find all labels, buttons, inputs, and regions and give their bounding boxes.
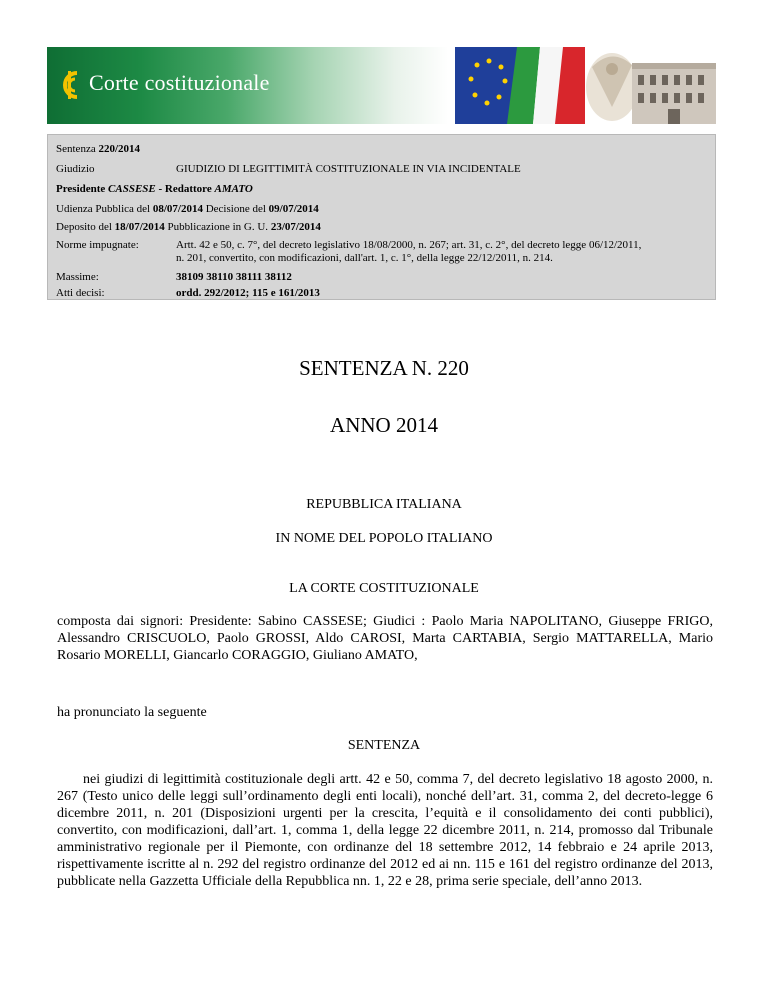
- deposito-row: [56, 221, 321, 234]
- massime-value: 38109 38110 38111 38112: [176, 271, 292, 283]
- norme-line-2: n. 201, convertito, con modificazioni, dall'art. 1, c. 1°, della legge 22/12/2011, n. 214.: [176, 252, 553, 264]
- giudizio-value: GIUDIZIO DI LEGITTIMITÀ COSTITUZIONALE IN VIA INCIDENTALE: [176, 163, 521, 175]
- court-logo-icon: [55, 67, 85, 103]
- banner-title: Corte costituzionale: [89, 70, 270, 95]
- palace-icon: [632, 57, 716, 124]
- norme-line-1: Artt. 42 e 50, c. 7°, del decreto legislativo 18/08/2000, n. 267; art. 31, c. 2°, del decreto legge 06/12/2011,: [176, 239, 642, 251]
- giudizio-label: Giudizio: [56, 163, 95, 175]
- sentenza-heading: SENTENZA N. 220: [299, 356, 469, 380]
- udienza-value: 08/07/2014: [152, 203, 203, 215]
- decisione-value: 09/07/2014: [268, 203, 319, 215]
- pubblicazione-value: 23/07/2014: [270, 221, 321, 233]
- atti-label: Atti decisi:: [56, 287, 105, 299]
- sentenza-label: Sentenza: [56, 143, 96, 155]
- sentenza-value: 220/2014: [98, 143, 141, 155]
- in-nome-heading: IN NOME DEL POPOLO ITALIANO: [275, 531, 493, 546]
- atti-value: ordd. 292/2012; 115 e 161/2013: [176, 287, 320, 299]
- main-paragraph: nei giudizi di legittimità costituzionale degli artt. 42 e 50, comma 7, del decreto legislativo 18 agosto 2000, n. 267 (Testo unico delle leggi sull’ordinamento degli enti locali), nonché dell’art. 31, comma 2, del decreto-legge 6 dicembre 2011, n. 201 (Disposizioni urgenti per la crescita, l’equità e il consolidamento dei conti pubblici), convertito, con modificazioni, dall’art. 1, comma 1, della legge 22 dicembre 2011, n. 214, promosso dal Tribunale amministrativo regionale per il Piemonte, con ordinanze del 18 settembre 2012, 14 febbraio e 24 aprile 2013, rispettivamente iscritte al n. 292 del registro ordinanze del 2012 ed ai nn. 115 e 161 del registro ordinanze del 2013, pubblicate nella Gazzetta Ufficiale della Repubblica nn. 1, 22 e 28, prima serie speciale, dell’anno 2013.: [57, 772, 713, 889]
- presidente-row: [56, 183, 253, 196]
- sentenza-label: SENTENZA: [347, 738, 421, 753]
- massime-label: Massime:: [56, 271, 99, 283]
- norme-label: Norme impugnate:: [56, 239, 139, 251]
- decision-info-table: [47, 134, 716, 300]
- la-corte-heading: LA CORTE COSTITUZIONALE: [289, 581, 479, 596]
- redattore-value: AMATO: [214, 183, 253, 195]
- redattore-label: - Redattore: [158, 183, 212, 195]
- deposito-label: Deposito del: [56, 221, 112, 233]
- presidente-label: Presidente: [56, 183, 106, 195]
- sentenza-row: [56, 143, 140, 156]
- repubblica-heading: REPUBBLICA ITALIANA: [306, 497, 462, 512]
- udienza-row: [56, 203, 319, 216]
- deposito-value: 18/07/2014: [114, 221, 165, 233]
- udienza-label: Udienza Pubblica del: [56, 203, 151, 215]
- header-banner: [47, 47, 716, 124]
- eu-italy-flags-icon: [455, 47, 585, 124]
- anno-heading: ANNO 2014: [330, 413, 438, 437]
- presidente-value: CASSESE: [108, 183, 156, 195]
- composition-paragraph: composta dai signori: Presidente: Sabino CASSESE; Giudici : Paolo Maria NAPOLITANO, Giuseppe FRIGO, Alessandro CRISCUOLO, Paolo GROSSI, Aldo CAROSI, Marta CARTABIA, Sergio MATTARELLA, Mario Rosario MORELLI, Giancarlo CORAGGIO, Giuliano AMATO,: [57, 614, 713, 663]
- ha-pronunciato-text: ha pronunciato la seguente: [57, 705, 207, 720]
- decisione-label: Decisione del: [205, 203, 266, 215]
- pubblicazione-label: Pubblicazione in G. U.: [167, 221, 269, 233]
